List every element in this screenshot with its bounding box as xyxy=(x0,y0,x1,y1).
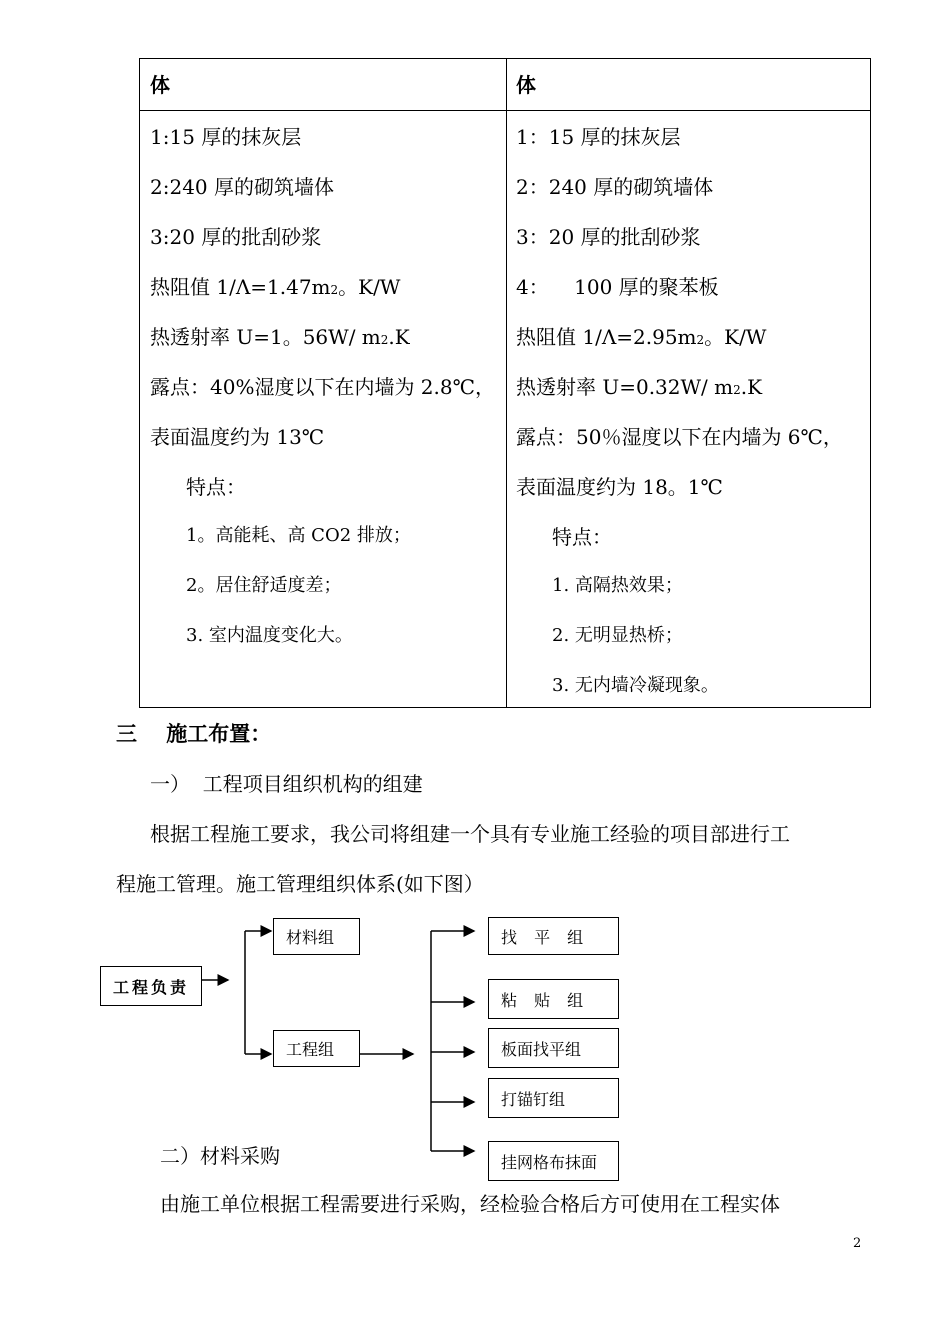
left-thermal-resistance: 热阻值 1/Λ=1.47m2。K/W xyxy=(150,275,401,299)
paragraph-1-line-2: 程施工管理。施工管理组织体系(如下图） xyxy=(116,872,484,896)
right-thermal-resistance: 热阻值 1/Λ=2.95m2。K/W xyxy=(516,325,767,349)
left-dew-point-2: 表面温度约为 13℃ xyxy=(150,425,325,449)
left-dew-point-1: 露点：40%湿度以下在内墙为 2.8℃， xyxy=(150,375,495,399)
org-anchor-group: 打锚钉组 xyxy=(488,1078,619,1118)
left-line-2: 2:240 厚的砌筑墙体 xyxy=(150,175,334,199)
paragraph-2-line-1: 由施工单位根据工程需要进行采购，经检验合格后方可使用在工程实体 xyxy=(160,1192,780,1216)
right-line-1: 1：15 厚的抹灰层 xyxy=(516,125,681,149)
left-line-1: 1:15 厚的抹灰层 xyxy=(150,125,302,149)
right-feature-1: 1. 高隔热效果； xyxy=(552,575,683,596)
right-feature-3: 3. 无内墙冷凝现象。 xyxy=(552,675,719,696)
section-heading: 三 施工布置： xyxy=(116,722,272,746)
right-dew-point-1: 露点：50％湿度以下在内墙为 6℃， xyxy=(516,425,843,449)
left-feature-title: 特点： xyxy=(186,475,246,499)
org-leveling-group: 找 平 组 xyxy=(488,917,619,955)
right-line-3: 3：20 厚的批刮砂浆 xyxy=(516,225,701,249)
left-feature-1: 1。高能耗、高 CO2 排放； xyxy=(186,525,411,546)
org-engineering-group: 工程组 xyxy=(273,1030,360,1067)
left-line-3: 3:20 厚的批刮砂浆 xyxy=(150,225,322,249)
subsection-org-structure: 一） 工程项目组织机构的组建 xyxy=(150,772,423,796)
org-mesh-plaster-group: 挂网格布抹面 xyxy=(488,1141,619,1181)
right-feature-title: 特点： xyxy=(552,525,612,549)
subsection-procurement: 二）材料采购 xyxy=(160,1144,280,1168)
right-transmittance: 热透射率 U=0.32W/ m2.K xyxy=(516,375,763,399)
left-transmittance: 热透射率 U=1。56W/ m2.K xyxy=(150,325,410,349)
paragraph-1-line-1: 根据工程施工要求，我公司将组建一个具有专业施工经验的项目部进行工 xyxy=(150,822,790,846)
org-materials-group: 材料组 xyxy=(273,918,360,955)
page-number: 2 xyxy=(853,1236,862,1251)
left-feature-2: 2。居住舒适度差； xyxy=(186,575,342,596)
org-board-leveling-group: 板面找平组 xyxy=(488,1028,619,1068)
right-dew-point-2: 表面温度约为 18。1℃ xyxy=(516,475,723,499)
org-bonding-group: 粘 贴 组 xyxy=(488,979,619,1019)
org-root-box: 工程负责 xyxy=(100,966,202,1006)
right-line-2: 2：240 厚的砌筑墙体 xyxy=(516,175,714,199)
table-header-left: 体 xyxy=(150,73,170,97)
left-feature-3: 3. 室内温度变化大。 xyxy=(186,625,353,646)
table-header-right: 体 xyxy=(516,73,536,97)
right-line-4: 4： 100 厚的聚苯板 xyxy=(516,275,719,299)
right-feature-2: 2. 无明显热桥； xyxy=(552,625,683,646)
